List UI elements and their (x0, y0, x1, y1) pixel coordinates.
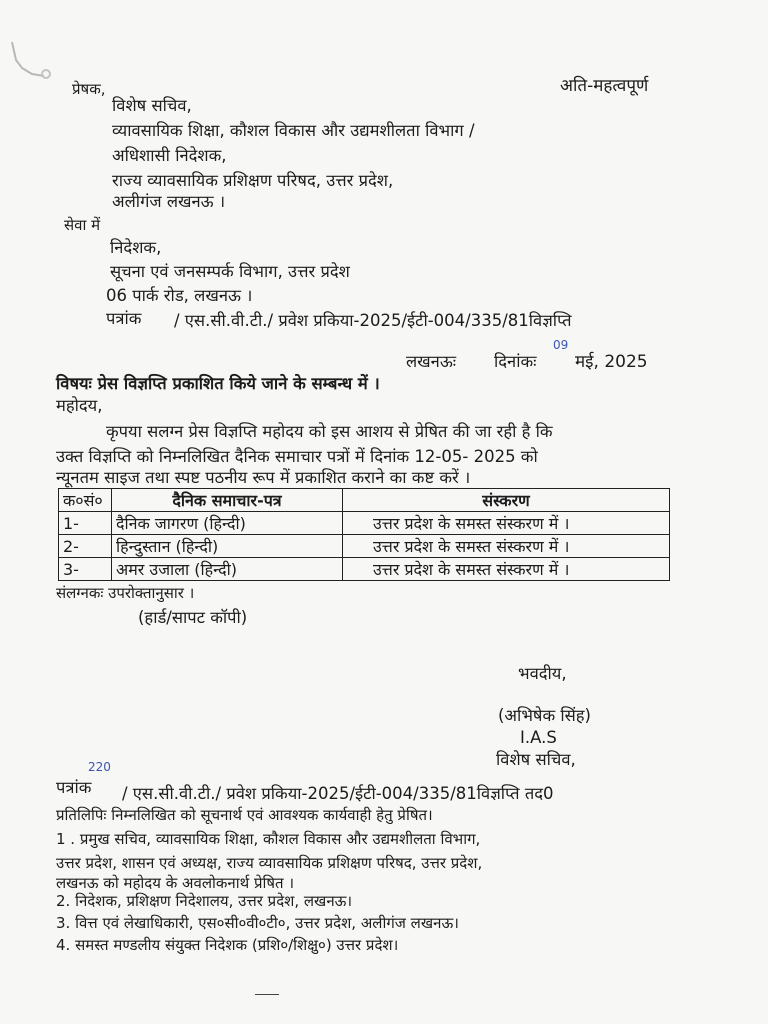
copy-item: उत्तर प्रदेश, शासन एवं अध्यक्ष, राज्य व्यावसायिक प्रशिक्षण परिषद, उत्तर प्रदेश, (56, 854, 483, 872)
sender-line-1: विशेष सचिव, (112, 96, 192, 115)
subject-line: विषयः प्रेस विज्ञप्ति प्रकाशित किये जाने के सम्बन्ध में । (56, 374, 380, 393)
date-rest: मई, 2025 (575, 352, 648, 372)
table-cell-serial: 2- (59, 535, 112, 558)
date-handwritten: 09 (553, 338, 569, 352)
sender-line-5: अलीगंज लखनऊ । (112, 192, 226, 211)
table-header-edition: संस्करण (343, 489, 670, 512)
table-row (59, 512, 670, 535)
place: लखनऊः (406, 352, 457, 371)
enclosure-note: (हार्ड/सापट कॉपी) (138, 608, 248, 627)
copy-item: 3. वित्त एवं लेखाधिकारी, एस०सी०वी०टी०, उत्तर प्रदेश, अलीगंज लखनऊ। (56, 914, 459, 932)
recipient-line-2: सूचना एवं जनसम्पर्क विभाग, उत्तर प्रदेश (110, 262, 350, 281)
table-cell-newspaper: दैनिक जागरण (हिन्दी) (112, 512, 343, 535)
to-label: सेवा में (64, 216, 101, 234)
priority-label: अति-महत्वपूर्ण (560, 76, 649, 96)
sender-line-3: अधिशासी निदेशक, (112, 146, 227, 165)
copy-intro: प्रतिलिपिः निम्नलिखित को सूचनार्थ एवं आवश्यक कार्यवाही हेतु प्रेषित। (56, 806, 433, 824)
sender-label: प्रेषक, (72, 80, 106, 98)
reference-number: / एस.सी.वी.टी./ प्रवेश प्रकिया-2025/ईटी-004/335/81विज्ञप्ति (174, 311, 572, 330)
copy-reference-number: / एस.सी.वी.टी./ प्रवेश प्रकिया-2025/ईटी-004/335/81विज्ञप्ति तद0 (122, 784, 554, 803)
table-header-newspaper: दैनिक समाचार-पत्र (112, 489, 343, 512)
date-label: दिनांकः (494, 352, 537, 371)
body-line-3: न्यूनतम साइज तथा स्पष्ट पठनीय रूप में प्रकाशित कराने का कष्ट करें । (56, 468, 471, 487)
enclosure-line: संलग्नकः उपरोक्तानुसार । (56, 584, 195, 602)
table-cell-serial: 1- (59, 512, 112, 535)
copy-ref-handwritten: 220 (88, 760, 111, 774)
recipient-line-1: निदेशक, (110, 238, 162, 257)
sender-line-4: राज्य व्यावसायिक प्रशिक्षण परिषद, उत्तर प्रदेश, (112, 171, 394, 190)
stray-mark (255, 994, 279, 995)
body-line-2: उक्त विज्ञप्ति को निम्नलिखित दैनिक समाचार पत्रों में दिनांक 12-05- 2025 को (56, 447, 538, 466)
table-header-serial: क०सं० (59, 489, 112, 512)
reference-label: पत्रांक (106, 309, 142, 328)
table-row (59, 558, 670, 581)
table-cell-newspaper: अमर उजाला (हिन्दी) (112, 558, 343, 581)
table-row (59, 535, 670, 558)
paper-tear-mark (8, 40, 52, 80)
signatory-designation: विशेष सचिव, (496, 750, 576, 769)
copy-item: 4. समस्त मण्डलीय संयुक्त निदेशक (प्रशि०/शिक्षु०) उत्तर प्रदेश। (56, 936, 399, 954)
body-line-1: कृपया सलग्न प्रेस विज्ञप्ति महोदय को इस आशय से प्रेषित की जा रही है कि (106, 422, 553, 441)
copy-item: 2. निदेशक, प्रशिक्षण निदेशालय, उत्तर प्रदेश, लखनऊ। (56, 892, 353, 910)
closing: भवदीय, (518, 664, 567, 683)
table-cell-edition: उत्तर प्रदेश के समस्त संस्करण में । (343, 512, 670, 535)
recipient-line-3: 06 पार्क रोड, लखनऊ । (106, 286, 253, 305)
copy-item: 1 . प्रमुख सचिव, व्यावसायिक शिक्षा, कौशल विकास और उद्यमशीलता विभाग, (56, 830, 481, 848)
signatory-service: I.A.S (520, 728, 557, 747)
table-cell-edition: उत्तर प्रदेश के समस्त संस्करण में । (343, 535, 670, 558)
table-cell-edition: उत्तर प्रदेश के समस्त संस्करण में । (343, 558, 670, 581)
sender-line-2: व्यावसायिक शिक्षा, कौशल विकास और उद्यमशीलता विभाग / (112, 121, 475, 140)
salutation: महोदय, (56, 396, 103, 415)
table-cell-newspaper: हिन्दुस्तान (हिन्दी) (112, 535, 343, 558)
signatory-name: (अभिषेक सिंह) (498, 706, 591, 725)
copy-reference-label: पत्रांक (56, 778, 92, 797)
table-cell-serial: 3- (59, 558, 112, 581)
copy-item: लखनऊ को महोदय के अवलोकनार्थ प्रेषित । (56, 874, 295, 892)
newspaper-table (58, 488, 670, 581)
table-header-row (59, 489, 670, 512)
